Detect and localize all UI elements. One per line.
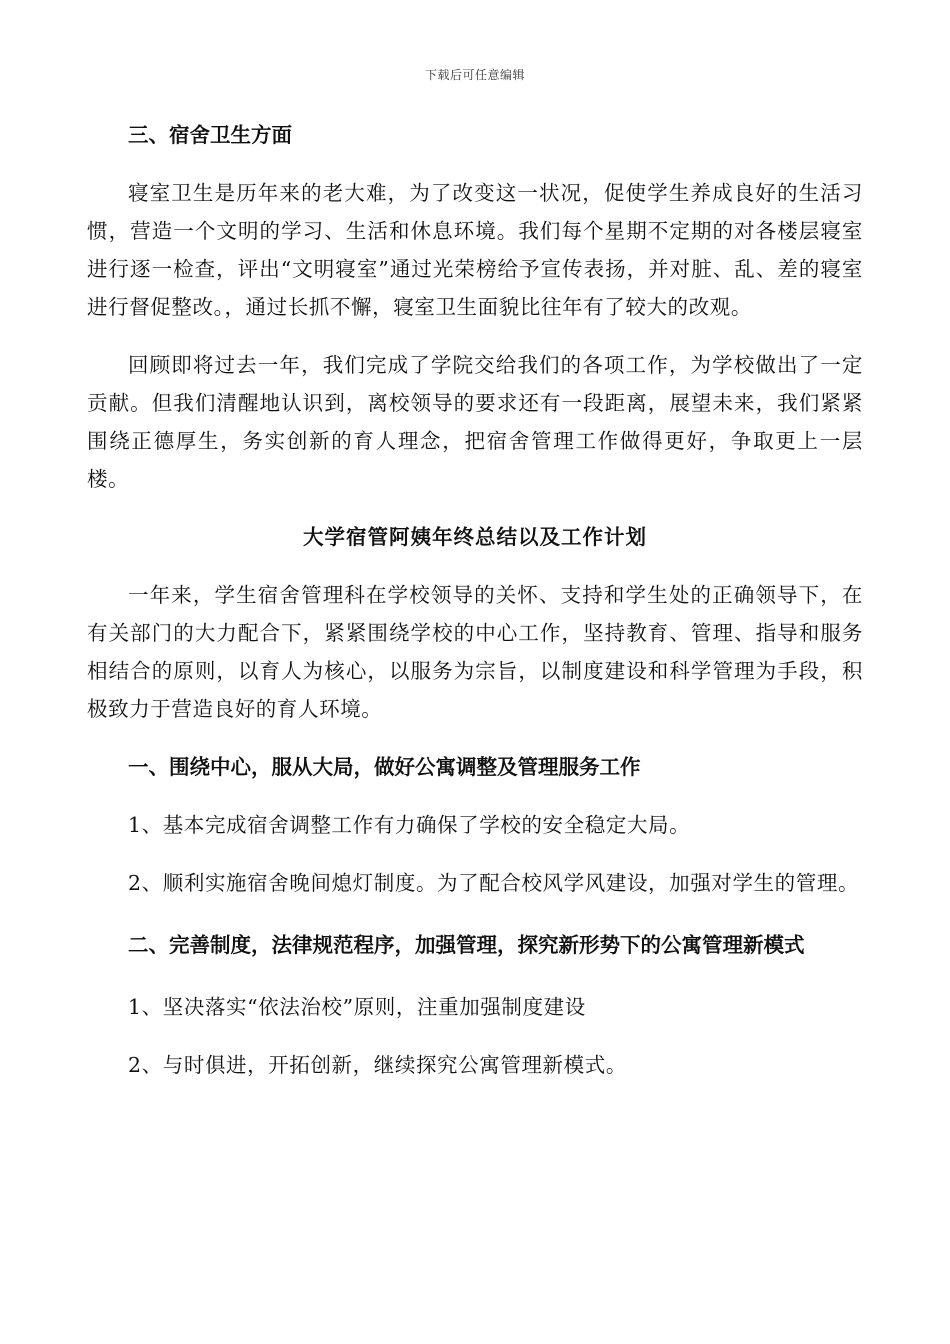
review-paragraph: 回顾即将过去一年，我们完成了学院交给我们的各项工作，为学校做出了一定贡献。但我们清醒地认识到，离校领导的要求还有一段距离，展望未来，我们紧紧围绕正德厚生，务实创新的育人理念，把宿舍管理工作做得更好，争取更上一层楼。 [87, 353, 863, 491]
header-note: 下载后可任意编辑 [424, 68, 525, 82]
document-body [87, 116, 863, 1084]
section2-item2: 2、与时俱进，开拓创新，继续探究公寓管理新模式。 [128, 1053, 627, 1077]
document-title: 大学宿管阿姨年终总结以及工作计划 [303, 525, 647, 549]
section1-item1: 1、基本完成宿舍调整工作有力确保了学校的安全稳定大局。 [128, 813, 691, 837]
section1-item2: 2、顺利实施宿舍晚间熄灯制度。为了配合校风学风建设，加强对学生的管理。 [128, 871, 860, 895]
intro-paragraph: 一年来，学生宿舍管理科在学校领导的关怀、支持和学生处的正确领导下，在有关部门的大力配合下，紧紧围绕学校的中心工作，坚持教育、管理、指导和服务相结合的原则，以育人为核心，以服务为宗旨，以制度建设和科学管理为手段，积极致力于营造良好的育人环境。 [87, 583, 863, 721]
section1-heading: 一、围绕中心，服从大局，做好公寓调整及管理服务工作 [128, 755, 641, 779]
section2-item1: 1、坚决落实“依法治校”原则，注重加强制度建设 [128, 995, 586, 1019]
dorm-hygiene-paragraph: 寝室卫生是历年来的老大难，为了改变这一状况，促使学生养成良好的生活习惯，营造一个文明的学习、生活和休息环境。我们每个星期不定期的对各楼层寝室进行逐一检查，评出“文明寝室”通过光荣榜给予宣传表扬，并对脏、乱、差的寝室进行督促整改。，通过长抓不懈，寝室卫生面貌比往年有了较大的改观。 [87, 181, 863, 319]
section2-heading: 二、完善制度，法律规范程序，加强管理，探究新形势下的公寓管理新模式 [128, 933, 805, 957]
dorm-hygiene-heading: 三、宿舍卫生方面 [128, 123, 292, 147]
